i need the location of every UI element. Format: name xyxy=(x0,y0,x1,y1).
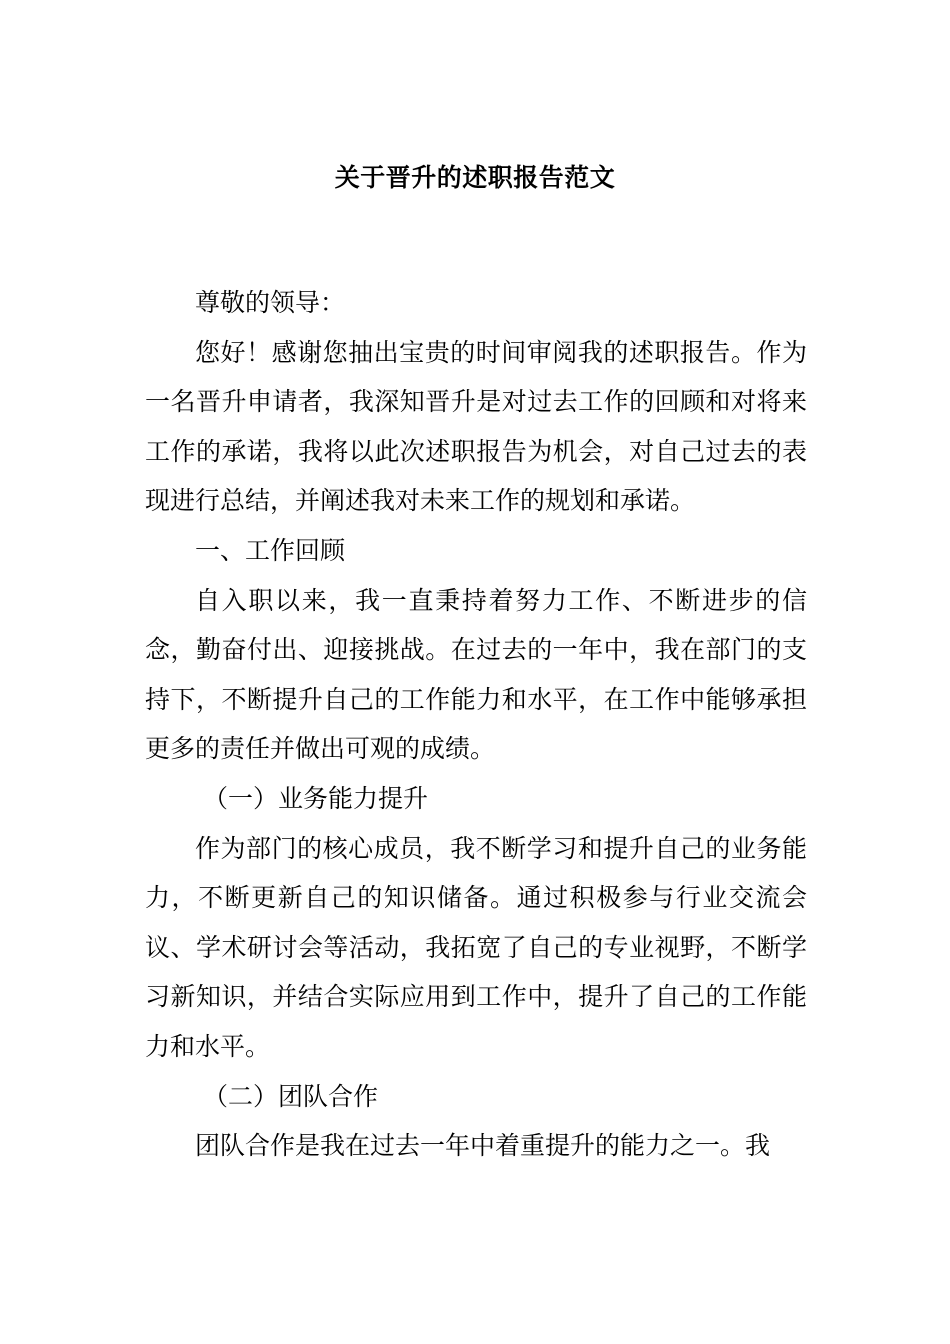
document-body xyxy=(145,278,807,1171)
work-review-paragraph: 自入职以来，我一直秉持着努力工作、不断进步的信念，勤奋付出、迎接挑战。在过去的一年中，我在部门的支持下，不断提升自己的工作能力和水平，在工作中能够承担更多的责任并做出可观的成绩。 xyxy=(145,585,807,764)
subsection-heading-teamwork: （二）团队合作 xyxy=(203,1081,379,1111)
teamwork-paragraph: 团队合作是我在过去一年中着重提升的能力之一。我 xyxy=(195,1131,771,1161)
section-heading-work-review: 一、工作回顾 xyxy=(195,535,346,565)
subsection-heading-business-ability: （一）业务能力提升 xyxy=(203,783,429,813)
document-title: 关于晋升的述职报告范文 xyxy=(334,163,616,192)
salutation-paragraph: 尊敬的领导： xyxy=(195,288,346,317)
business-ability-paragraph: 作为部门的核心成员，我不断学习和提升自己的业务能力，不断更新自己的知识储备。通过积极参与行业交流会议、学术研讨会等活动，我拓宽了自己的专业视野，不断学习新知识，并结合实际应用到工作中，提升了自己的工作能力和水平。 xyxy=(145,833,807,1061)
intro-paragraph: 您好！感谢您抽出宝贵的时间审阅我的述职报告。作为一名晋升申请者，我深知晋升是对过去工作的回顾和对将来工作的承诺，我将以此次述职报告为机会，对自己过去的表现进行总结，并阐述我对未来工作的规划和承诺。 xyxy=(145,337,807,516)
